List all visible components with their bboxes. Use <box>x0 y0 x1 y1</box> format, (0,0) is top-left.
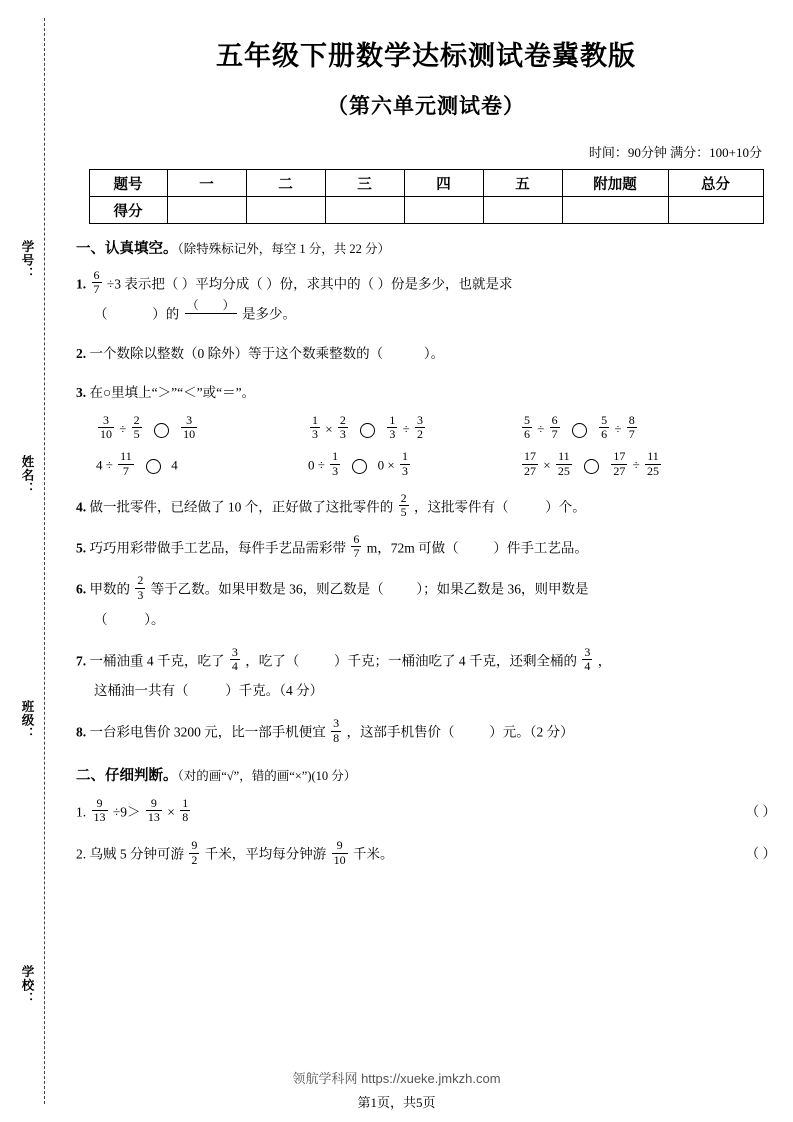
operator: ÷ <box>632 457 640 473</box>
section-1-heading <box>76 237 776 258</box>
question-1-6-line-2 <box>76 605 776 635</box>
score-table-row-label: 题号 <box>89 170 167 197</box>
question-1-4 <box>76 492 776 522</box>
fraction: $\frac{11}{7}$ <box>120 449 132 478</box>
question-1-5-text-a: 巧巧用彩带做手工艺品，每件手艺品需彩带 <box>89 540 346 556</box>
answer-paren[interactable]: （ ） <box>745 803 776 819</box>
fraction: $\frac{1}{8}$ <box>182 795 189 825</box>
blank-fraction[interactable]: （ ） <box>185 299 237 327</box>
compare-circle[interactable] <box>146 459 161 474</box>
table-row <box>89 170 763 197</box>
expr-text: 4 <box>171 457 178 473</box>
question-1-3 <box>76 378 776 408</box>
question-1-2-text-b: ）。 <box>423 345 445 361</box>
compare-expression-1 <box>96 414 308 444</box>
paper-content <box>76 0 776 869</box>
operator: ÷ <box>537 421 545 437</box>
compare-circle[interactable] <box>572 423 587 438</box>
section-2-note: （对的画“√”，错的画“×”)(10 分） <box>177 768 357 783</box>
question-number: 5. <box>76 540 87 556</box>
question-1-6-line2-a: （ <box>94 611 108 627</box>
question-1-7-text-a: 一桶油重 4 千克，吃了 <box>89 653 225 669</box>
fraction: $\frac{5}{6}$ <box>601 412 608 442</box>
fraction-6-7: $\frac{6}{7}$ <box>93 268 100 297</box>
fraction: $\frac{3}{8}$ <box>333 716 340 745</box>
question-number: 3. <box>76 384 87 400</box>
compare-expression-2 <box>308 414 520 444</box>
question-1-5 <box>76 533 776 563</box>
question-2-1-text-b: × <box>167 804 175 820</box>
fraction: $\frac{1}{3}$ <box>332 449 339 478</box>
section-1-title: 一、认真填空。 <box>76 241 178 257</box>
question-1-7-text-c: ）千克；一桶油吃了 4 千克，还剩全桶的 <box>334 653 577 669</box>
fraction: $\frac{8}{7}$ <box>628 412 635 442</box>
question-1-7-line-2 <box>76 676 776 706</box>
question-1-1-text-c: ）份，求其中的（ <box>266 276 375 292</box>
student-id-label: 学号： <box>20 240 34 281</box>
fraction: $\frac{3}{10}$ <box>183 412 196 442</box>
question-1-6 <box>76 574 776 634</box>
compare-circle[interactable] <box>584 459 599 474</box>
question-1-4-text-c: ）个。 <box>545 499 586 515</box>
question-number: 6. <box>76 581 87 597</box>
fraction: $\frac{17}{27}$ <box>524 449 536 478</box>
score-table-row-label-2: 得分 <box>89 197 167 224</box>
page-title: 五年级下册数学达标测试卷冀教版 <box>216 41 636 71</box>
fraction: $\frac{5}{6}$ <box>524 412 530 442</box>
question-1-4-text-b: ，这批零件有（ <box>414 499 509 515</box>
question-2-2-body <box>76 839 702 869</box>
operator: ÷ <box>614 421 622 437</box>
score-table-col-total: 总分 <box>668 170 763 197</box>
operator: ÷ <box>402 421 410 437</box>
fraction: $\frac{17}{27}$ <box>613 449 626 478</box>
question-1-7-line2-a: 这桶油一共有（ <box>94 683 189 699</box>
question-1-6-text-c: ）；如果乙数是 36，则甲数是 <box>416 581 589 597</box>
exam-meta: 时间：90分钟 满分：100+10分 <box>588 145 762 160</box>
question-1-1-line-2 <box>76 299 776 329</box>
answer-paren[interactable]: （ ） <box>745 846 776 862</box>
question-1-1-text-d: ）份是多少，也就是求 <box>377 276 513 292</box>
fraction: $\frac{9}{2}$ <box>191 838 198 867</box>
fraction: $\frac{6}{7}$ <box>353 532 360 561</box>
question-number: 4. <box>76 499 87 515</box>
question-2-1 <box>76 797 776 827</box>
question-1-8 <box>76 717 776 747</box>
question-1-1 <box>76 269 776 330</box>
question-1-3-row-2 <box>76 450 776 480</box>
fold-dashed-line <box>44 18 45 1104</box>
score-cell[interactable] <box>668 197 763 224</box>
question-1-6-text-a: 甲数的 <box>89 581 130 597</box>
class-label: 班级： <box>20 700 34 741</box>
score-cell[interactable] <box>167 197 246 224</box>
compare-circle[interactable] <box>360 423 375 438</box>
page-footer: 第1页，共5页 <box>357 1095 436 1110</box>
fraction: $\frac{9}{10}$ <box>333 838 346 867</box>
question-1-7-text-d: ， <box>597 653 612 669</box>
question-1-7-text-b: ，吃了（ <box>245 653 300 669</box>
table-row <box>89 197 763 224</box>
operator: ÷ <box>119 421 127 437</box>
expr-text: 4 ÷ <box>96 457 113 473</box>
compare-expression-3 <box>520 414 708 444</box>
question-number: 1. <box>76 276 87 292</box>
question-1-8-text-a: 一台彩电售价 3200 元，比一部手机便宜 <box>89 724 326 740</box>
fraction: $\frac{1}{3}$ <box>389 412 396 442</box>
question-number: 7. <box>76 653 87 669</box>
expr-text: 0 × <box>377 457 395 473</box>
operator: × <box>325 421 333 437</box>
question-1-2 <box>76 339 776 369</box>
score-cell[interactable] <box>404 197 483 224</box>
question-1-4-text-a: 做一批零件，已经做了 10 个，正好做了这批零件的 <box>89 499 394 515</box>
expr-text: 0 ÷ <box>308 457 325 473</box>
question-2-1-text-a: ÷9＞ <box>112 804 141 820</box>
fraction: $\frac{2}{3}$ <box>339 412 346 442</box>
student-name-label: 姓名： <box>20 455 34 496</box>
fraction: $\frac{3}{4}$ <box>231 644 238 674</box>
compare-circle[interactable] <box>352 459 367 474</box>
score-cell[interactable] <box>483 197 562 224</box>
fraction: $\frac{1}{3}$ <box>312 412 318 442</box>
fraction: $\frac{2}{5}$ <box>400 490 407 520</box>
question-1-8-text-c: ）元。（2 分） <box>489 724 574 740</box>
question-number: 2. <box>76 345 87 361</box>
question-number: 8. <box>76 724 87 740</box>
fraction: $\frac{9}{13}$ <box>147 795 160 825</box>
question-1-7-line2-b: ）千克。（4 分） <box>225 683 324 699</box>
score-table-col-3: 三 <box>325 170 404 197</box>
question-1-1-line2-c: 是多少。 <box>242 306 297 322</box>
question-number: 1. <box>76 804 87 820</box>
score-cell[interactable] <box>246 197 325 224</box>
watermark: 领航学科网 https://xueke.jmkzh.com <box>292 1071 501 1086</box>
question-1-6-text-b: 等于乙数。如果甲数是 36，则乙数是（ <box>150 581 384 597</box>
question-1-1-text-a: ÷3 表示把（ <box>106 276 179 292</box>
section-2-title: 二、仔细判断。 <box>76 767 178 784</box>
question-1-7 <box>76 646 776 706</box>
score-table <box>89 169 764 224</box>
question-2-2-text-c: 千米。 <box>353 846 394 862</box>
question-1-8-text-b: ，这部手机售价（ <box>346 724 455 740</box>
page-subtitle: （第六单元测试卷） <box>327 94 525 118</box>
operator: × <box>543 457 551 473</box>
question-1-3-row-1 <box>76 414 776 444</box>
question-2-2-text-a: 乌贼 5 分钟可游 <box>89 846 184 862</box>
fraction: $\frac{11}{25}$ <box>646 449 659 478</box>
question-1-6-line2-b: ）。 <box>144 611 165 627</box>
school-label: 学校： <box>20 965 34 1006</box>
question-2-1-body <box>76 797 702 827</box>
compare-circle[interactable] <box>154 423 169 438</box>
question-number: 2. <box>76 846 87 862</box>
fraction: $\frac{11}{25}$ <box>557 449 570 478</box>
question-1-2-text-a: 一个数除以整数（0 除外）等于这个数乘整数的（ <box>89 345 384 361</box>
fraction: $\frac{3}{4}$ <box>584 644 591 674</box>
question-1-5-text-b: m，72m 可做（ <box>366 540 459 556</box>
compare-expression-6 <box>520 450 708 480</box>
fraction: $\frac{6}{7}$ <box>551 412 558 442</box>
score-table-col-4: 四 <box>404 170 483 197</box>
fraction: $\frac{2}{3}$ <box>137 573 144 602</box>
section-1-note: （除特殊标记外，每空 1 分，共 22 分） <box>177 242 391 256</box>
fraction: $\frac{3}{2}$ <box>416 412 423 442</box>
question-2-2 <box>76 839 776 869</box>
fraction: $\frac{3}{10}$ <box>100 412 112 442</box>
score-table-col-1: 一 <box>167 170 246 197</box>
question-1-1-line2-a: （ <box>94 306 108 322</box>
compare-expression-4 <box>96 450 308 480</box>
question-1-5-text-c: ）件手工艺品。 <box>493 540 588 556</box>
question-1-3-text: 在○里填上“＞”“＜”或“＝”。 <box>89 384 256 400</box>
question-2-2-text-b: 千米，平均每分钟游 <box>204 846 327 862</box>
left-margin <box>0 0 62 1122</box>
compare-expression-5 <box>308 450 520 480</box>
section-2-heading <box>76 764 776 785</box>
score-table-col-extra: 附加题 <box>562 170 668 197</box>
fraction: $\frac{9}{13}$ <box>93 795 106 825</box>
score-table-col-2: 二 <box>246 170 325 197</box>
score-table-col-5: 五 <box>483 170 562 197</box>
score-cell[interactable] <box>325 197 404 224</box>
question-1-1-line2-b: ）的 <box>152 306 180 322</box>
score-cell[interactable] <box>562 197 668 224</box>
fraction: $\frac{1}{3}$ <box>401 449 408 478</box>
fraction: $\frac{2}{5}$ <box>133 412 140 442</box>
question-1-1-text-b: ）平均分成（ <box>181 276 263 292</box>
